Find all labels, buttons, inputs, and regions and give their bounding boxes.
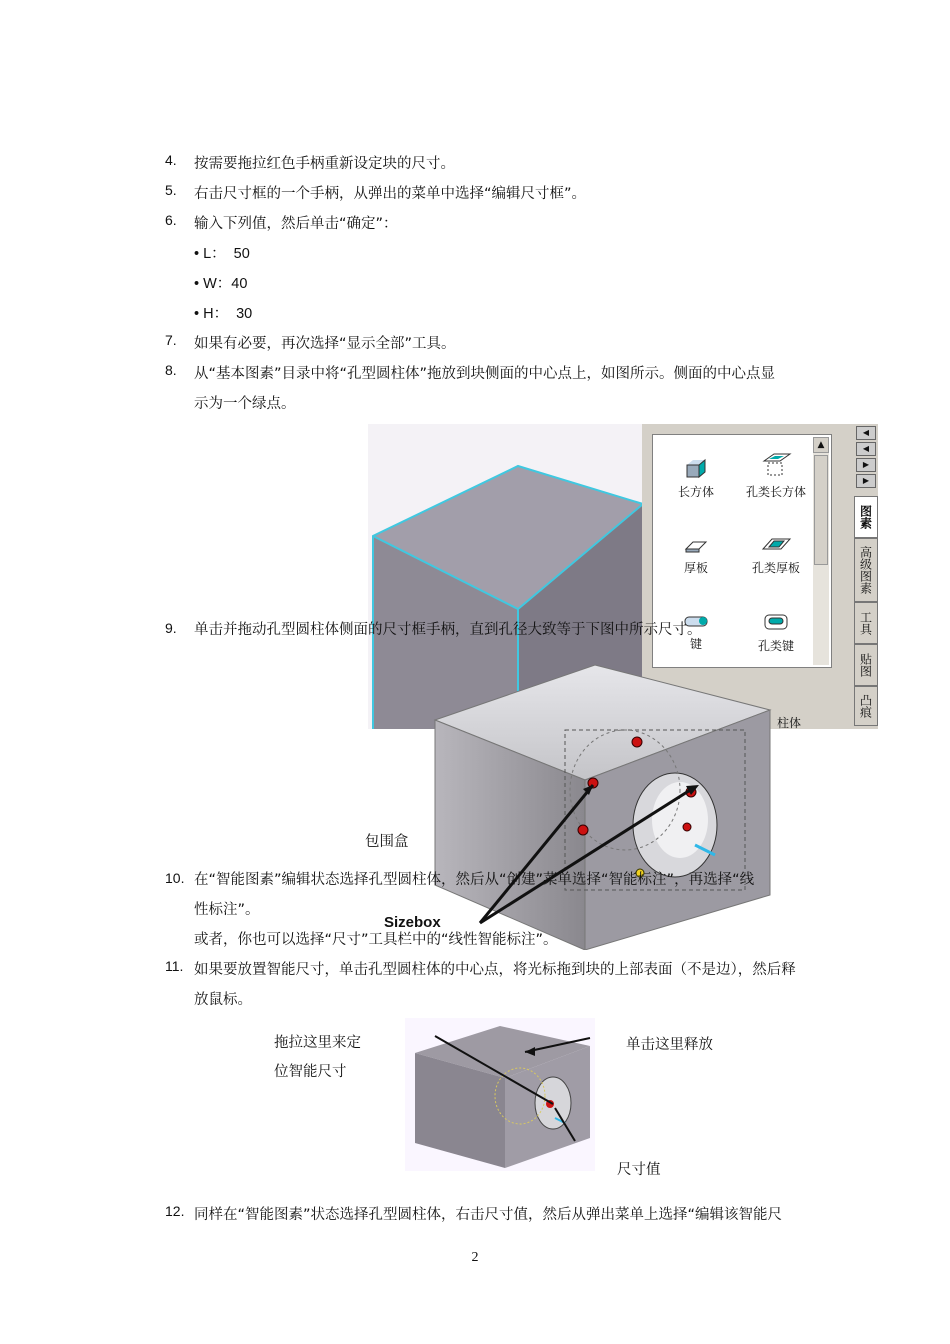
step-text: 输入下列值，然后单击“确定”： (194, 216, 398, 232)
drag-here-label: 拖拉这里来定 (274, 1035, 361, 1051)
catalog-item-hole-key[interactable]: 孔类键 (741, 611, 811, 654)
step-text-alt: 或者，你也可以选择“尺寸”工具栏中的“线性智能标注”。 (194, 932, 558, 948)
tab-textures[interactable]: 贴图 (854, 644, 878, 686)
step-text: 如果要放置智能尺寸，单击孔型圆柱体的中心点，将光标拖到块的上部表面（不是边），然后释 (194, 962, 796, 978)
step-text: 从“基本图素”目录中将“孔型圆柱体”拖放到块侧面的中心点上，如图所示。侧面的中心点显 (194, 366, 776, 382)
tab-last-icon[interactable]: ▶ (856, 474, 876, 488)
tab-next-icon[interactable]: ▶ (856, 458, 876, 472)
step-text-cont: 性标注”。 (194, 902, 260, 918)
step-text: 如果有必要，再次选择“显示全部”工具。 (194, 336, 456, 352)
thick-plate-icon (683, 537, 709, 555)
click-release-label: 单击这里释放 (626, 1037, 713, 1053)
step-number: 10. (165, 870, 185, 886)
catalog-item-key[interactable]: 键 (661, 611, 731, 652)
step-number: 4. (165, 152, 177, 168)
step-number: 9. (165, 620, 177, 636)
sizebox-label: Sizebox (384, 914, 441, 931)
tab-advanced-primitives[interactable]: 高级图素 (854, 538, 878, 602)
hole-plate-icon (760, 535, 792, 555)
catalog-partial-label: 柱体 (777, 716, 802, 730)
tab-primitives[interactable]: 图素 (854, 496, 878, 538)
step-number: 6. (165, 212, 177, 228)
tab-tools[interactable]: 工具 (854, 602, 878, 644)
catalog-tabs (854, 424, 878, 729)
step-number: 8. (165, 362, 177, 378)
figure-sizebox (425, 655, 780, 950)
value-row-h: • H： 30 (194, 306, 253, 322)
scroll-thumb[interactable] (814, 455, 828, 565)
tab-first-icon[interactable]: ◀ (856, 426, 876, 440)
catalog-scrollbar[interactable] (813, 437, 829, 665)
figure-smart-dimension (405, 1018, 595, 1171)
page-number: 2 (471, 1250, 479, 1265)
step-number: 7. (165, 332, 177, 348)
hole-box-icon (760, 451, 792, 479)
hole-key-icon (761, 611, 791, 633)
step-text: 按需要拖拉红色手柄重新设定块的尺寸。 (194, 156, 455, 172)
step-number: 11. (165, 958, 184, 974)
value-row-l: • L： 50 (194, 246, 250, 262)
drag-here-label-2: 位智能尺寸 (274, 1064, 347, 1080)
dimension-value-label: 尺寸值 (617, 1162, 661, 1178)
bounding-box-label: 包围盒 (365, 834, 409, 850)
step-text: 单击并拖动孔型圆柱体侧面的尺寸框手柄，直到孔径大致等于下图中所示尺寸。 (194, 622, 702, 638)
tab-embossing[interactable]: 凸痕 (854, 686, 878, 726)
value-row-w: • W：40 (194, 276, 248, 292)
catalog-item-thick-plate[interactable]: 厚板 (661, 537, 731, 576)
step-text: 在“智能图素”编辑状态选择孔型圆柱体，然后从“创建”菜单选择“智能标注”，再选择“线 (194, 872, 755, 888)
step-number: 12. (165, 1203, 185, 1219)
smart-dimension-figure (405, 1018, 595, 1171)
catalog-item-hole-box[interactable]: 孔类长方体 (741, 451, 811, 500)
sizebox-figure (425, 655, 780, 950)
box-icon (683, 457, 709, 479)
step-text: 右击尺寸框的一个手柄，从弹出的菜单中选择“编辑尺寸框”。 (194, 186, 587, 202)
scroll-up-icon[interactable]: ▲ (813, 437, 829, 453)
step-number: 5. (165, 182, 177, 198)
step-text-cont: 示为一个绿点。 (194, 396, 296, 412)
catalog-item-box[interactable]: 长方体 (661, 457, 731, 500)
tab-prev-icon[interactable]: ◀ (856, 442, 876, 456)
step-text-cont: 放鼠标。 (194, 992, 252, 1008)
step-text: 同样在“智能图素”状态选择孔型圆柱体，右击尺寸值，然后从弹出菜单上选择“编辑该智能尺 (194, 1207, 783, 1223)
catalog-item-hole-plate[interactable]: 孔类厚板 (741, 535, 811, 576)
